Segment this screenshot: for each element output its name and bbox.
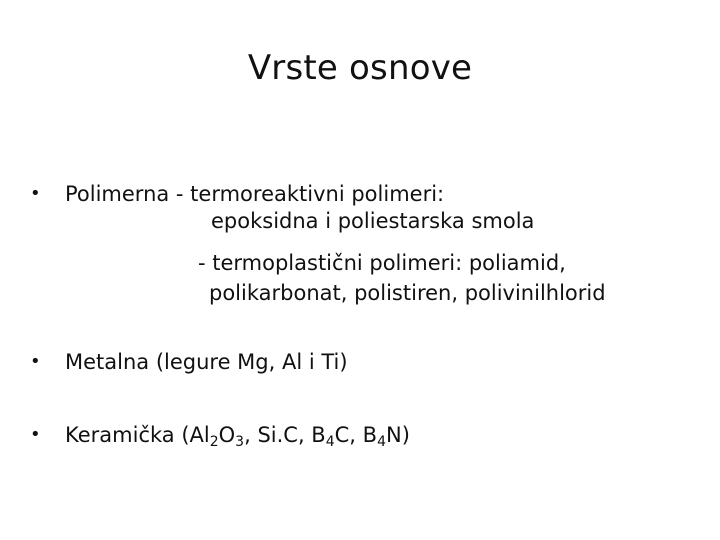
subscript-2: 2 — [209, 434, 219, 450]
bullet-metalna-text: Metalna (legure Mg, Al i Ti) — [65, 350, 348, 374]
subscript-4-second: 4 — [377, 434, 386, 450]
subscript-3: 3 — [235, 434, 245, 450]
keramicka-c-b: C, B — [334, 423, 378, 447]
keramicka-suffix: N) — [385, 423, 410, 447]
bullet-keramicka-text — [65, 421, 410, 449]
bullet-dot: • — [30, 183, 41, 204]
bullet-dot: • — [30, 424, 41, 445]
subscript-4-first: 4 — [325, 434, 335, 450]
bullet-polimerna-line-1: Polimerna - termoreaktivni polimeri: — [65, 182, 445, 206]
slide-title: Vrste osnove — [247, 48, 473, 88]
keramicka-oxygen: O — [218, 423, 236, 447]
bullet-polimerna-line-4: polikarbonat, polistiren, polivinilhlorid — [209, 281, 606, 305]
keramicka-sic-b: , Si.C, B — [244, 423, 326, 447]
keramicka-prefix: Keramička (Al — [65, 423, 210, 447]
bullet-polimerna-line-3: - termoplastični polimeri: poliamid, — [198, 251, 566, 275]
bullet-polimerna-line-2: epoksidna i poliestarska smola — [211, 209, 535, 233]
bullet-dot: • — [30, 351, 41, 372]
